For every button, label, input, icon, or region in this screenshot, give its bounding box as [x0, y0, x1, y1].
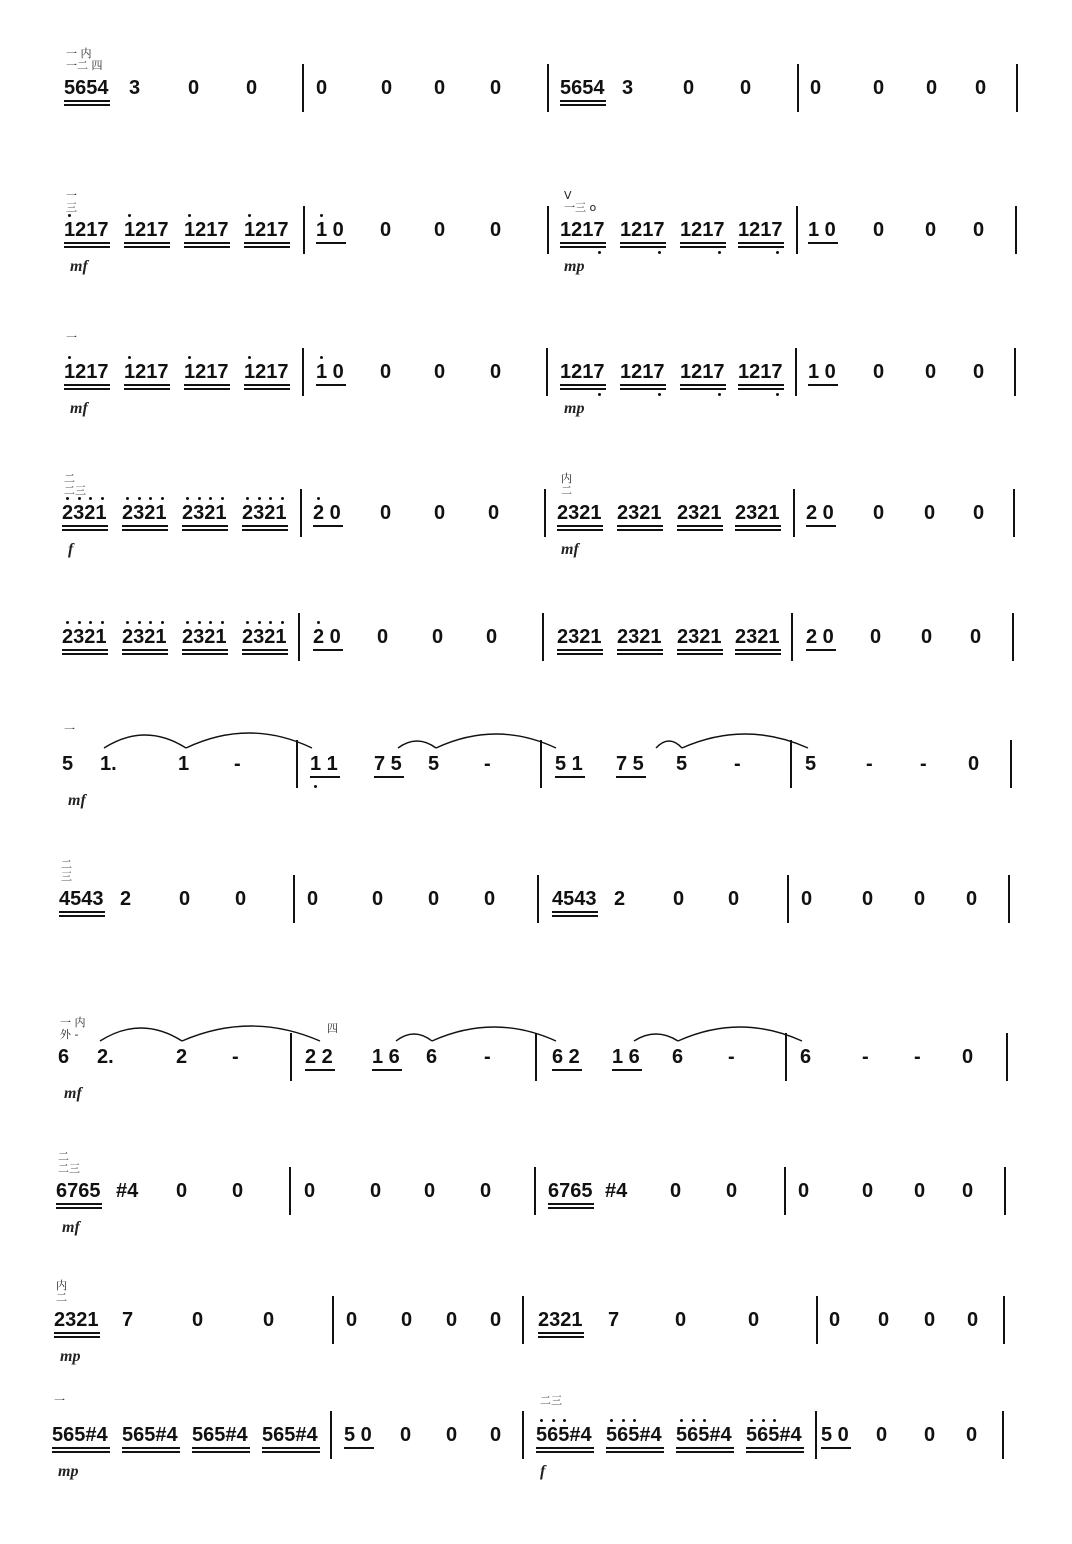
note-group: 6765 [548, 1180, 593, 1202]
note-group: 5 [676, 753, 688, 775]
note-group: 5654 [560, 77, 605, 99]
note-group: 2321 [54, 1309, 99, 1331]
note-group: 1217 [738, 219, 783, 241]
note-group: 0 [873, 77, 885, 99]
note-group: 1217 [184, 361, 229, 383]
note-group: 0 [434, 77, 446, 99]
note-group: 5 0 [344, 1424, 372, 1446]
slur [100, 1028, 182, 1041]
fingering-mark: 二 三 [61, 858, 72, 883]
note-group: 1 6 [612, 1046, 640, 1068]
fingering-mark: 四 [327, 1022, 338, 1035]
note-group: - [484, 1046, 491, 1068]
note-group: 0 [490, 77, 502, 99]
note-group: 2 0 [806, 626, 834, 648]
note-group: - [484, 753, 491, 775]
fingering-mark: 一 [66, 331, 77, 344]
note-group: 0 [973, 502, 985, 524]
slur [678, 1027, 802, 1041]
slur [104, 735, 186, 748]
note-group: 2321 [677, 502, 722, 524]
note-group: 0 [967, 1309, 979, 1331]
note-group: 2321 [242, 626, 287, 648]
note-group: 0 [428, 888, 440, 910]
note-group: 0 [873, 219, 885, 241]
note-group: 0 [740, 77, 752, 99]
slur [396, 1034, 432, 1041]
note-group: 0 [962, 1046, 974, 1068]
slur [656, 741, 682, 748]
note-group: 0 [683, 77, 695, 99]
note-group: 0 [726, 1180, 738, 1202]
note-group: 0 [926, 77, 938, 99]
dynamic-marking: mf [62, 1219, 80, 1236]
note-group: 0 [914, 1180, 926, 1202]
note-group: - [728, 1046, 735, 1068]
note-group: 0 [307, 888, 319, 910]
note-group: 7 5 [616, 753, 644, 775]
note-group: 0 [748, 1309, 760, 1331]
fingering-mark: 二三 [540, 1394, 562, 1407]
note-group: 0 [924, 1424, 936, 1446]
note-group: 4543 [552, 888, 597, 910]
note-group: 1. [100, 753, 117, 775]
note-group: - [866, 753, 873, 775]
note-group: 2321 [122, 502, 167, 524]
dynamic-marking: mp [564, 258, 585, 275]
note-group: 0 [921, 626, 933, 648]
note-group: 0 [434, 361, 446, 383]
note-group: 2321 [735, 502, 780, 524]
note-group: 1217 [680, 219, 725, 241]
note-group: 3 [129, 77, 141, 99]
fingering-mark: 一 内 一二 四 [66, 47, 103, 72]
note-group: 0 [914, 888, 926, 910]
note-group: 2 [176, 1046, 188, 1068]
note-group: 0 [434, 219, 446, 241]
slur [182, 1026, 320, 1041]
note-group: 0 [179, 888, 191, 910]
note-group: 1217 [64, 361, 109, 383]
note-group: 0 [381, 77, 393, 99]
note-group: 0 [263, 1309, 275, 1331]
note-group: 0 [670, 1180, 682, 1202]
note-group: 1217 [738, 361, 783, 383]
note-group: 0 [304, 1180, 316, 1202]
note-group: 0 [370, 1180, 382, 1202]
dynamic-marking: mf [70, 400, 88, 417]
note-group: 1 0 [808, 219, 836, 241]
note-group: 0 [490, 361, 502, 383]
note-group: 0 [873, 361, 885, 383]
fingering-mark: V 一三 o [564, 189, 597, 214]
note-group: 0 [829, 1309, 841, 1331]
note-group: - [914, 1046, 921, 1068]
note-group: 2321 [557, 502, 602, 524]
note-group: 1 0 [316, 219, 344, 241]
note-group: 0 [192, 1309, 204, 1331]
note-group: 0 [973, 361, 985, 383]
note-group: 0 [380, 219, 392, 241]
note-group: 7 [608, 1309, 620, 1331]
note-group: 2321 [735, 626, 780, 648]
dynamic-marking: mf [561, 541, 579, 558]
note-group: 6 [426, 1046, 438, 1068]
note-group: 5 [428, 753, 440, 775]
note-group: 0 [484, 888, 496, 910]
note-group: 0 [316, 77, 328, 99]
note-group: 1217 [560, 361, 605, 383]
note-group: 0 [728, 888, 740, 910]
note-group: 0 [925, 219, 937, 241]
note-group: 0 [870, 626, 882, 648]
note-group: 1217 [184, 219, 229, 241]
note-group: 0 [380, 361, 392, 383]
note-group: - [734, 753, 741, 775]
note-group: 0 [924, 502, 936, 524]
note-group: 2321 [62, 502, 107, 524]
note-group: - [232, 1046, 239, 1068]
note-group: 0 [446, 1309, 458, 1331]
slur [436, 734, 556, 748]
note-group: 1217 [680, 361, 725, 383]
note-group: #4 [605, 1180, 628, 1202]
note-group: 6 [800, 1046, 812, 1068]
dynamic-marking: mp [58, 1463, 79, 1480]
note-group: 0 [862, 1180, 874, 1202]
note-group: 565#4 [122, 1424, 178, 1446]
slur [432, 1027, 556, 1041]
dynamic-marking: mf [68, 792, 86, 809]
note-group: 0 [876, 1424, 888, 1446]
note-group: 1217 [64, 219, 109, 241]
note-group: 0 [246, 77, 258, 99]
note-group: 1217 [244, 219, 289, 241]
note-group: 0 [801, 888, 813, 910]
note-group: - [862, 1046, 869, 1068]
note-group: 0 [235, 888, 247, 910]
note-group: 0 [188, 77, 200, 99]
note-group: 2321 [617, 626, 662, 648]
note-group: 2321 [242, 502, 287, 524]
note-group: 0 [488, 502, 500, 524]
note-group: 1 1 [310, 753, 338, 775]
note-group: 0 [480, 1180, 492, 1202]
note-group: 0 [490, 1309, 502, 1331]
note-group: 2321 [182, 502, 227, 524]
note-group: 565#4 [192, 1424, 248, 1446]
note-group: 0 [232, 1180, 244, 1202]
fingering-mark: 内 二 [561, 472, 572, 497]
note-group: 0 [975, 77, 987, 99]
note-group: 0 [400, 1424, 412, 1446]
note-group: 0 [490, 219, 502, 241]
note-group: 5 0 [821, 1424, 849, 1446]
dynamic-marking: mf [70, 258, 88, 275]
note-group: 2 0 [313, 626, 341, 648]
fingering-mark: 二 二三 [64, 472, 86, 497]
note-group: 5654 [64, 77, 109, 99]
dynamic-marking: f [540, 1463, 546, 1480]
note-group: 0 [962, 1180, 974, 1202]
note-group: 1217 [620, 361, 665, 383]
note-group: 0 [966, 888, 978, 910]
note-group: 6 2 [552, 1046, 580, 1068]
note-group: 2321 [62, 626, 107, 648]
note-group: 2321 [538, 1309, 583, 1331]
note-group: 0 [446, 1424, 458, 1446]
note-group: 0 [966, 1424, 978, 1446]
note-group: 0 [873, 502, 885, 524]
note-group: 1217 [244, 361, 289, 383]
note-group: 6765 [56, 1180, 101, 1202]
note-group: 0 [490, 1424, 502, 1446]
note-group: 565#4 [746, 1424, 802, 1446]
note-group: 2321 [182, 626, 227, 648]
note-group: 0 [878, 1309, 890, 1331]
note-group: 2 0 [806, 502, 834, 524]
note-group: 1 6 [372, 1046, 400, 1068]
note-group: 0 [675, 1309, 687, 1331]
note-group: 0 [372, 888, 384, 910]
note-group: 3 [622, 77, 634, 99]
note-group: 0 [434, 502, 446, 524]
note-group: 7 [122, 1309, 134, 1331]
note-group: 7 5 [374, 753, 402, 775]
note-group: 0 [925, 361, 937, 383]
note-group: 5 [805, 753, 817, 775]
note-group: 2 [120, 888, 132, 910]
dynamic-marking: mp [60, 1348, 81, 1365]
note-group: 1217 [620, 219, 665, 241]
note-group: 2. [97, 1046, 114, 1068]
fingering-mark: 一 内 外 - [60, 1016, 86, 1041]
note-group: 0 [401, 1309, 413, 1331]
note-group: 0 [968, 753, 980, 775]
note-group: 1 0 [316, 361, 344, 383]
note-group: 0 [424, 1180, 436, 1202]
fingering-mark: 内 二 [56, 1279, 67, 1304]
note-group: 0 [970, 626, 982, 648]
note-group: 2 2 [305, 1046, 333, 1068]
note-group: 2321 [677, 626, 722, 648]
note-group: 0 [973, 219, 985, 241]
note-group: 0 [810, 77, 822, 99]
note-group: 0 [862, 888, 874, 910]
note-group: 6 [672, 1046, 684, 1068]
note-group: 1217 [124, 361, 169, 383]
fingering-mark: 一 [64, 723, 75, 736]
note-group: - [920, 753, 927, 775]
note-group: 0 [346, 1309, 358, 1331]
dynamic-marking: f [68, 541, 74, 558]
note-group: 565#4 [536, 1424, 592, 1446]
slur [186, 733, 312, 748]
note-group: 0 [673, 888, 685, 910]
note-group: 1 0 [808, 361, 836, 383]
fingering-mark: 二 二三 [58, 1150, 80, 1175]
note-group: 5 [62, 753, 74, 775]
note-group: 5 1 [555, 753, 583, 775]
note-group: 0 [176, 1180, 188, 1202]
note-group: 1217 [560, 219, 605, 241]
note-group: 4543 [59, 888, 104, 910]
note-group: 0 [798, 1180, 810, 1202]
note-group: 565#4 [262, 1424, 318, 1446]
note-group: 6 [58, 1046, 70, 1068]
note-group: 0 [380, 502, 392, 524]
dynamic-marking: mp [564, 400, 585, 417]
note-group: 2 [614, 888, 626, 910]
note-group: - [234, 753, 241, 775]
note-group: 2321 [122, 626, 167, 648]
note-group: 0 [486, 626, 498, 648]
slur [398, 741, 436, 748]
slur [634, 1034, 678, 1041]
note-group: 1 [178, 753, 190, 775]
note-group: 565#4 [52, 1424, 108, 1446]
note-group: 2321 [617, 502, 662, 524]
note-group: 0 [924, 1309, 936, 1331]
fingering-mark: 一 [54, 1394, 65, 1407]
note-group: 565#4 [676, 1424, 732, 1446]
fingering-mark: 一 三 [66, 189, 77, 214]
dynamic-marking: mf [64, 1085, 82, 1102]
note-group: 565#4 [606, 1424, 662, 1446]
note-group: 2 0 [313, 502, 341, 524]
slur [682, 734, 808, 748]
note-group: 0 [432, 626, 444, 648]
note-group: 2321 [557, 626, 602, 648]
note-group: 0 [377, 626, 389, 648]
note-group: 1217 [124, 219, 169, 241]
note-group: #4 [116, 1180, 139, 1202]
